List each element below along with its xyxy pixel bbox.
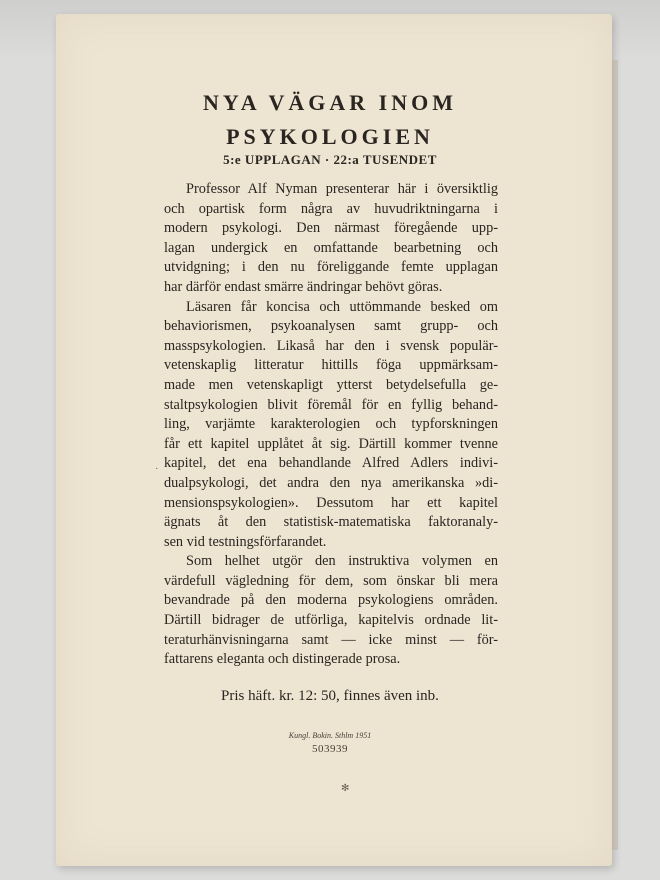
blurb-line: Professor Alf Nyman presenterar här i översiktlig [186,181,498,197]
blurb-line: och opartisk form några av huvudriktningarna i [164,200,498,217]
blurb-line: sen vid testningsförfarandet. [164,533,327,550]
margin-tick-mark: · [155,464,159,475]
blurb-line: made men vetenskapligt ytterst betydelsefulla ge- [164,376,498,393]
library-stamp: Kungl. Bokin. Sthlm 1951 [288,731,372,740]
blurb-line: modern psykologi. Den närmast föregående upp- [164,220,498,237]
blurb-line: värdefull vägledning för dem, som önskar bli mera [164,572,498,589]
blurb-paragraph [164,552,498,670]
blurb-line: masspsykologien. Likaså har den i svensk populär- [164,337,498,354]
blurb-line: har därför endast smärre ändringar behövt göras. [164,278,443,295]
blurb-line: Därtill bidrager de utförliga, kapitelvis ordnade lit- [164,612,498,629]
blurb-line: Läsaren får koncisa och uttömmande besked om [186,298,498,315]
blurb-line: utvidgning; i den nu föreliggande femte upplagan [164,259,498,276]
blurb-line: lagan undergick en omfattande bearbetning och [164,239,498,256]
edition-line: 5:e UPPLAGAN · 22:a TUSENDET [223,152,437,167]
book-title-line-1: NYA VÄGAR INOM [202,90,458,115]
blurb-line: ling, varjämte karakterologien och typforskningen [164,416,498,433]
blurb-line: bevandrade på den moderna psykologiens områden. [164,592,498,609]
blurb-line: får ett kapitel upplåtet åt sig. Därtill kommer tvenne [164,435,498,452]
book-title-line-2: PSYKOLOGIEN [226,124,434,149]
blurb-line: Som helhet utgör den instruktiva volymen en [186,553,498,570]
blurb-paragraph [164,180,498,298]
catalog-number: 503939 [312,743,348,755]
blurb-line: dualpsykologi, det andra den nya amerikanska »di- [164,474,498,491]
blurb-paragraph [164,298,498,553]
blurb-line: teraturhänvisningarna samt — icke minst — för- [164,631,498,648]
blurb-line: staltpsykologien blivit föremål för en fyllig behand- [164,396,498,413]
blurb-line: behaviorismen, psykoanalysen samt grupp- och [164,318,498,335]
price-line: Pris häft. kr. 12: 50, finnes även inb. [221,688,439,704]
blurb-line: fattarens eleganta och distingerade prosa. [164,651,401,668]
blurb-line: mensionspsykologien». Dessutom har ett kapitel [164,494,498,511]
blurb-line: ägnats åt den statistisk-matematiska faktoranaly- [164,514,498,531]
blurb-line: kapitel, det ena behandlande Alfred Adlers indivi- [164,455,498,472]
blurb-line: vetenskaplig litteratur hittills föga uppmärksam- [164,357,498,374]
small-printer-mark: ✻ [341,783,350,794]
blurb-text [164,180,498,670]
